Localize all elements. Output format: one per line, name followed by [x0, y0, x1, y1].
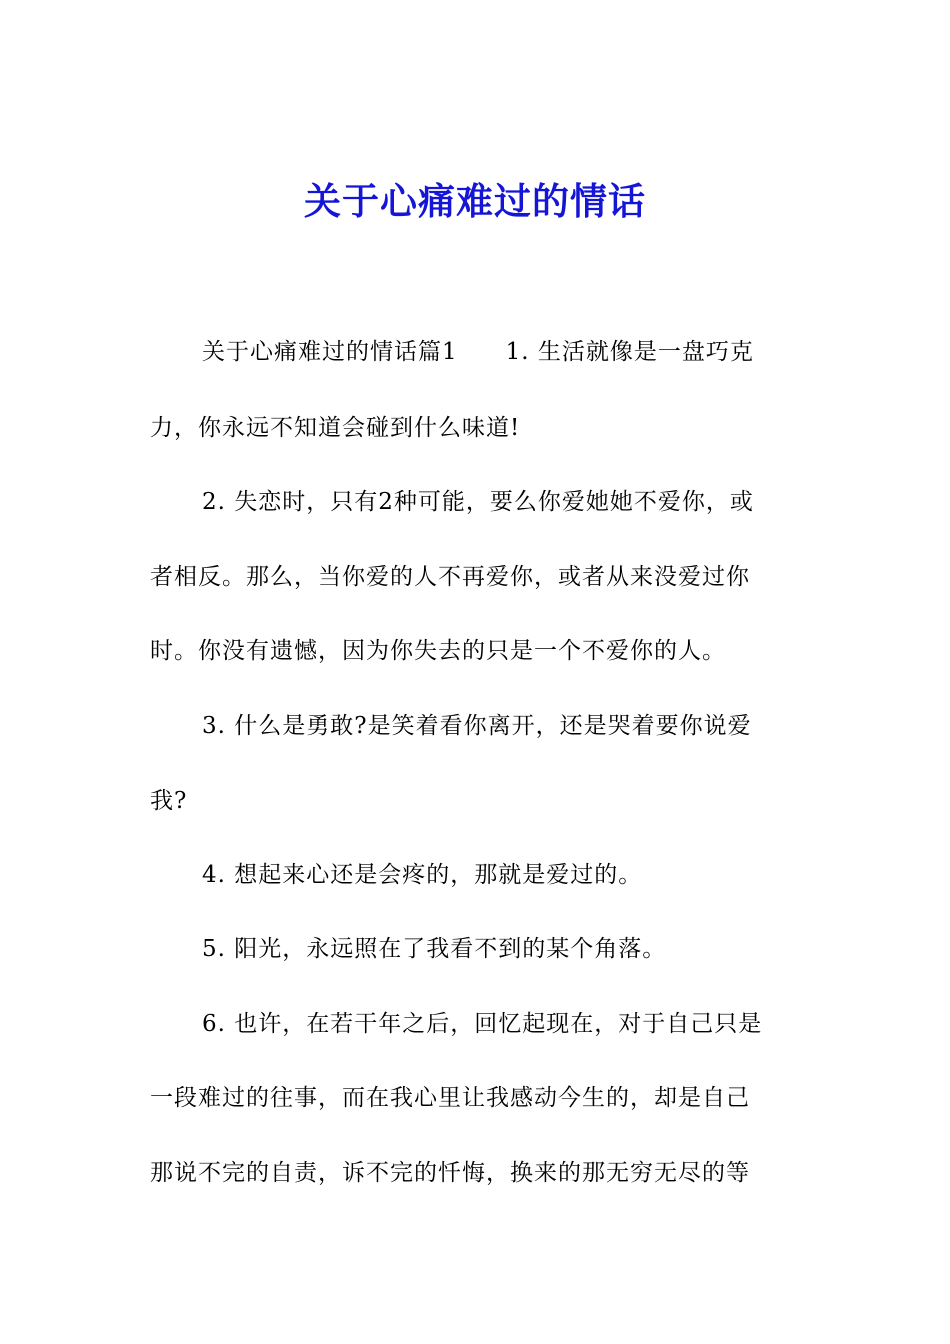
paragraph-line: 5. 阳光，永远照在了我看不到的某个角落。	[202, 936, 667, 962]
paragraph-line: 那说不完的自责，诉不完的忏悔，换来的那无穷无尽的等	[150, 1160, 750, 1186]
paragraph-line: 我?	[150, 788, 188, 814]
paragraph-line: 关于心痛难过的情话篇1 1. 生活就像是一盘巧克	[202, 339, 754, 365]
paragraph-line: 4. 想起来心还是会疼的，那就是爱过的。	[202, 862, 643, 888]
paragraph-line: 者相反。那么，当你爱的人不再爱你，或者从来没爱过你	[150, 564, 750, 590]
paragraph-line: 6. 也许，在若干年之后，回忆起现在，对于自己只是	[202, 1011, 763, 1037]
paragraph-line: 时。你没有遗憾，因为你失去的只是一个不爱你的人。	[150, 638, 726, 664]
paragraph-line: 一段难过的往事，而在我心里让我感动今生的，却是自己	[150, 1085, 750, 1111]
document-title: 关于心痛难过的情话	[304, 180, 646, 223]
paragraph-line: 3. 什么是勇敢?是笑着看你离开，还是哭着要你说爱	[202, 713, 752, 739]
paragraph-line: 力，你永远不知道会碰到什么味道!	[150, 415, 521, 441]
paragraph-line: 2. 失恋时，只有2种可能，要么你爱她她不爱你，或	[202, 489, 754, 515]
